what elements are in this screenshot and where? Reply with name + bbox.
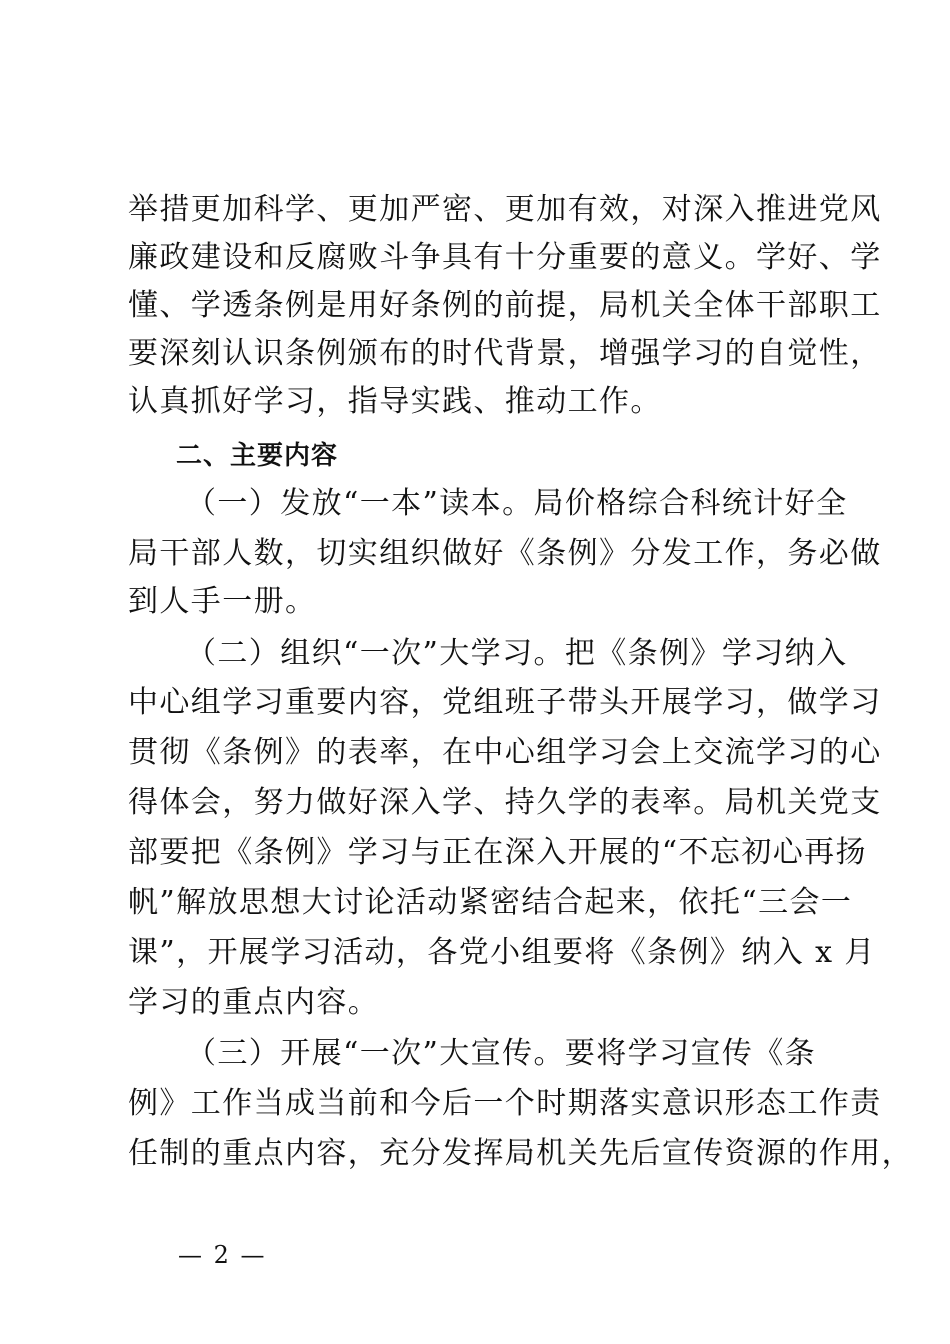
paragraph-line: 帆”解放思想大讨论活动紧密结合起来，依托“三会一 [128,885,853,920]
paragraph-line: 局干部人数，切实组织做好《条例》分发工作，务必做 [128,536,882,571]
paragraph-line: 任制的重点内容，充分发挥局机关先后宣传资源的作用， [128,1136,913,1171]
paragraph-line: 学习的重点内容。 [128,985,380,1020]
paragraph-line: 课”，开展学习活动，各党小组要将《条例》纳入 x 月 [128,935,876,970]
page-number: — 2 — [178,1241,267,1269]
paragraph-line: 部要把《条例》学习与正在深入开展的“不忘初心再扬 [128,835,867,870]
paragraph-line: （一）发放“一本”读本。局价格综合科统计好全 [186,486,848,521]
paragraph-line: 中心组学习重要内容，党组班子带头开展学习，做学习 [128,685,882,720]
paragraph-line: 贯彻《条例》的表率，在中心组学习会上交流学习的心 [128,735,882,770]
section-heading: 二、主要内容 [176,441,339,471]
paragraph-line: 要深刻认识条例颁布的时代背景，增强学习的自觉性， [128,336,882,371]
paragraph-line: 廉政建设和反腐败斗争具有十分重要的意义。学好、学 [128,240,882,275]
paragraph-line: 到人手一册。 [128,584,317,619]
paragraph-line: 举措更加科学、更加严密、更加有效，对深入推进党风 [128,192,882,227]
paragraph-line: 得体会，努力做好深入学、持久学的表率。局机关党支 [128,785,882,820]
paragraph-line: （三）开展“一次”大宣传。要将学习宣传《条 [186,1036,817,1071]
paragraph-line: 认真抓好学习，指导实践、推动工作。 [128,384,662,419]
paragraph-line: （二）组织“一次”大学习。把《条例》学习纳入 [186,636,848,671]
paragraph-line: 懂、学透条例是用好条例的前提，局机关全体干部职工 [128,288,882,323]
paragraph-line: 例》工作当成当前和今后一个时期落实意识形态工作责 [128,1086,882,1121]
